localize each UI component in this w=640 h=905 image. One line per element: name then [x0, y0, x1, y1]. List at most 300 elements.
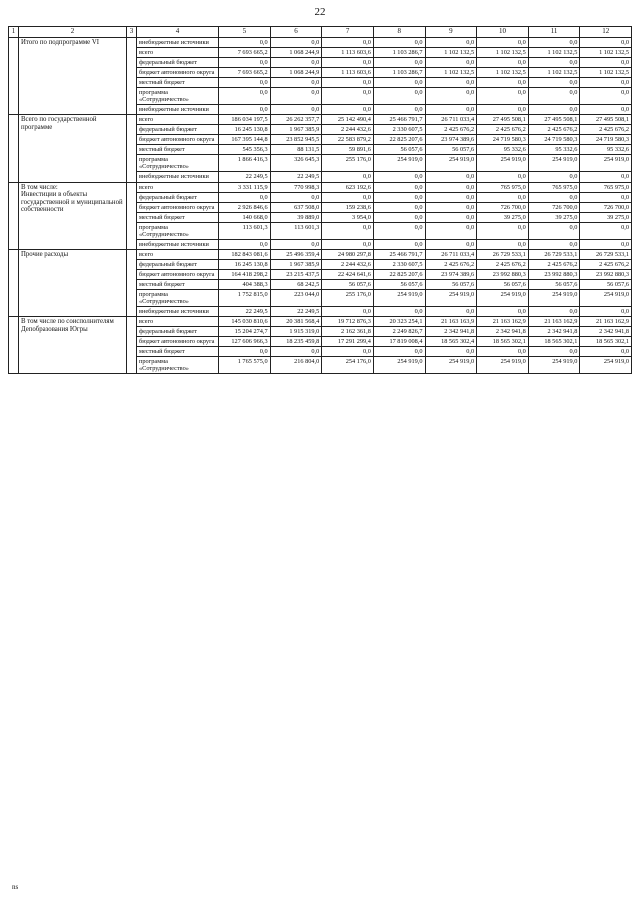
amount-cell: 0,0 — [528, 37, 580, 47]
amount-cell: 0,0 — [219, 88, 271, 105]
amount-cell: 0,0 — [580, 78, 632, 88]
amount-cell: 2 425 676,2 — [528, 259, 580, 269]
amount-cell: 0,0 — [580, 88, 632, 105]
amount-cell: 0,0 — [425, 202, 477, 212]
executor-cell — [127, 37, 137, 114]
source-label: всего — [137, 47, 219, 57]
amount-cell: 0,0 — [373, 172, 425, 182]
amount-cell: 0,0 — [425, 239, 477, 249]
amount-cell: 0,0 — [270, 37, 322, 47]
executor-cell — [127, 249, 137, 316]
amount-cell: 18 235 459,8 — [270, 337, 322, 347]
amount-cell: 95 332,6 — [580, 145, 632, 155]
amount-cell: 0,0 — [477, 239, 529, 249]
source-label: федеральный бюджет — [137, 125, 219, 135]
source-label: внебюджетные источники — [137, 37, 219, 47]
amount-cell: 3 331 115,9 — [219, 182, 271, 192]
block-subtitle: Депобразования Югры — [21, 325, 88, 333]
source-label: внебюджетные источники — [137, 105, 219, 115]
amount-cell: 22 583 879,2 — [322, 135, 374, 145]
amount-cell: 0,0 — [425, 172, 477, 182]
amount-cell: 56 057,6 — [425, 280, 477, 290]
block-title-cell — [19, 182, 127, 249]
source-label: внебюджетные источники — [137, 172, 219, 182]
source-label: федеральный бюджет — [137, 259, 219, 269]
amount-cell: 0,0 — [322, 172, 374, 182]
amount-cell: 1 967 385,9 — [270, 125, 322, 135]
amount-cell: 26 729 533,1 — [528, 249, 580, 259]
amount-cell: 1 113 603,6 — [322, 47, 374, 57]
amount-cell: 0,0 — [322, 307, 374, 317]
amount-cell: 26 711 033,4 — [425, 249, 477, 259]
amount-cell: 0,0 — [528, 57, 580, 67]
amount-cell: 770 998,3 — [270, 182, 322, 192]
amount-cell: 7 693 665,2 — [219, 47, 271, 57]
amount-cell: 2 342 941,8 — [528, 327, 580, 337]
amount-cell: 254 919,0 — [373, 155, 425, 172]
amount-cell: 2 330 607,5 — [373, 125, 425, 135]
amount-cell: 1 765 575,0 — [219, 357, 271, 374]
amount-cell: 19 712 876,3 — [322, 317, 374, 327]
amount-cell: 20 323 254,1 — [373, 317, 425, 327]
row-number-cell — [9, 182, 19, 249]
amount-cell: 254 919,0 — [477, 290, 529, 307]
amount-cell: 254 919,0 — [477, 155, 529, 172]
amount-cell: 18 565 302,1 — [477, 337, 529, 347]
amount-cell: 0,0 — [528, 172, 580, 182]
amount-cell: 56 057,6 — [580, 280, 632, 290]
amount-cell: 254 919,0 — [528, 155, 580, 172]
amount-cell: 21 163 162,9 — [580, 317, 632, 327]
table-row — [9, 37, 632, 47]
amount-cell: 1 915 319,0 — [270, 327, 322, 337]
source-label: местный бюджет — [137, 145, 219, 155]
amount-cell: 113 601,3 — [219, 222, 271, 239]
amount-cell: 23 974 389,6 — [425, 135, 477, 145]
amount-cell: 1 068 244,9 — [270, 67, 322, 77]
amount-cell: 26 729 533,1 — [477, 249, 529, 259]
budget-table — [8, 26, 632, 374]
amount-cell: 1 102 132,5 — [580, 47, 632, 57]
col-header-7: 7 — [322, 27, 374, 38]
amount-cell: 0,0 — [322, 88, 374, 105]
source-label: бюджет автономного округа — [137, 67, 219, 77]
amount-cell: 254 919,0 — [425, 290, 477, 307]
amount-cell: 0,0 — [373, 182, 425, 192]
amount-cell: 0,0 — [219, 239, 271, 249]
amount-cell: 0,0 — [425, 307, 477, 317]
amount-cell: 1 102 132,5 — [477, 47, 529, 57]
amount-cell: 1 102 132,5 — [425, 67, 477, 77]
amount-cell: 0,0 — [373, 192, 425, 202]
amount-cell: 25 466 791,7 — [373, 249, 425, 259]
amount-cell: 0,0 — [373, 239, 425, 249]
amount-cell: 22 424 641,6 — [322, 269, 374, 279]
amount-cell: 2 425 676,2 — [528, 125, 580, 135]
amount-cell: 765 975,0 — [528, 182, 580, 192]
amount-cell: 39 275,0 — [580, 212, 632, 222]
amount-cell: 255 176,0 — [322, 290, 374, 307]
amount-cell: 0,0 — [580, 239, 632, 249]
amount-cell: 26 729 533,1 — [580, 249, 632, 259]
amount-cell: 22 825 207,6 — [373, 269, 425, 279]
amount-cell: 7 693 665,2 — [219, 67, 271, 77]
amount-cell: 2 244 432,6 — [322, 125, 374, 135]
amount-cell: 0,0 — [477, 347, 529, 357]
amount-cell: 765 975,0 — [580, 182, 632, 192]
amount-cell: 0,0 — [270, 78, 322, 88]
table-row — [9, 115, 632, 125]
amount-cell: 22 825 207,6 — [373, 135, 425, 145]
block-title: Всего по государственной программе — [21, 116, 97, 131]
col-header-4: 4 — [137, 27, 219, 38]
amount-cell: 0,0 — [322, 239, 374, 249]
amount-cell: 16 245 130,8 — [219, 125, 271, 135]
amount-cell: 255 176,0 — [322, 155, 374, 172]
amount-cell: 59 891,6 — [322, 145, 374, 155]
col-header-8: 8 — [373, 27, 425, 38]
source-label: бюджет автономного округа — [137, 269, 219, 279]
amount-cell: 0,0 — [270, 88, 322, 105]
amount-cell: 254 919,0 — [373, 357, 425, 374]
amount-cell: 0,0 — [580, 37, 632, 47]
amount-cell: 23 992 880,3 — [528, 269, 580, 279]
source-label: бюджет автономного округа — [137, 202, 219, 212]
source-label: местный бюджет — [137, 78, 219, 88]
col-header-2: 2 — [19, 27, 127, 38]
amount-cell: 3 954,0 — [322, 212, 374, 222]
amount-cell: 726 700,0 — [477, 202, 529, 212]
footer-mark: ns — [12, 883, 19, 891]
amount-cell: 68 242,5 — [270, 280, 322, 290]
amount-cell: 0,0 — [270, 239, 322, 249]
amount-cell: 326 645,3 — [270, 155, 322, 172]
amount-cell: 2 425 676,2 — [477, 125, 529, 135]
amount-cell: 0,0 — [580, 307, 632, 317]
amount-cell: 0,0 — [373, 88, 425, 105]
amount-cell: 0,0 — [477, 57, 529, 67]
amount-cell: 0,0 — [425, 222, 477, 239]
table-body — [9, 37, 632, 374]
amount-cell: 127 606 966,3 — [219, 337, 271, 347]
amount-cell: 20 381 568,4 — [270, 317, 322, 327]
amount-cell: 145 030 810,6 — [219, 317, 271, 327]
block-title-cell — [19, 249, 127, 316]
amount-cell: 2 926 846,6 — [219, 202, 271, 212]
source-label: всего — [137, 317, 219, 327]
amount-cell: 95 332,6 — [528, 145, 580, 155]
amount-cell: 0,0 — [270, 105, 322, 115]
amount-cell: 0,0 — [373, 347, 425, 357]
amount-cell: 95 332,6 — [477, 145, 529, 155]
amount-cell: 0,0 — [219, 37, 271, 47]
amount-cell: 2 425 676,2 — [425, 259, 477, 269]
amount-cell: 0,0 — [270, 192, 322, 202]
amount-cell: 0,0 — [322, 78, 374, 88]
amount-cell: 23 992 880,3 — [477, 269, 529, 279]
block-title: В том числе: — [21, 183, 58, 191]
amount-cell: 0,0 — [219, 105, 271, 115]
source-label: программа «Сотрудничество» — [137, 88, 219, 105]
row-number-cell — [9, 37, 19, 114]
amount-cell: 0,0 — [425, 37, 477, 47]
amount-cell: 0,0 — [322, 192, 374, 202]
block-title-cell — [19, 115, 127, 182]
source-label: местный бюджет — [137, 212, 219, 222]
amount-cell: 22 249,5 — [270, 172, 322, 182]
amount-cell: 254 919,0 — [528, 357, 580, 374]
amount-cell: 26 711 033,4 — [425, 115, 477, 125]
amount-cell: 0,0 — [580, 105, 632, 115]
amount-cell: 0,0 — [477, 172, 529, 182]
col-header-6: 6 — [270, 27, 322, 38]
amount-cell: 2 342 941,8 — [425, 327, 477, 337]
amount-cell: 0,0 — [425, 105, 477, 115]
block-title-cell — [19, 317, 127, 374]
amount-cell: 56 057,6 — [322, 280, 374, 290]
amount-cell: 167 395 144,8 — [219, 135, 271, 145]
amount-cell: 56 057,6 — [477, 280, 529, 290]
amount-cell: 0,0 — [322, 105, 374, 115]
amount-cell: 0,0 — [425, 182, 477, 192]
amount-cell: 404 388,3 — [219, 280, 271, 290]
amount-cell: 56 057,6 — [425, 145, 477, 155]
amount-cell: 0,0 — [477, 88, 529, 105]
amount-cell: 0,0 — [580, 222, 632, 239]
block-title: В том числе по соисполнителям — [21, 318, 114, 326]
amount-cell: 27 495 508,1 — [477, 115, 529, 125]
amount-cell: 0,0 — [373, 57, 425, 67]
amount-cell: 1 102 132,5 — [580, 67, 632, 77]
source-label: программа «Сотрудничество» — [137, 155, 219, 172]
executor-cell — [127, 317, 137, 374]
amount-cell: 25 496 359,4 — [270, 249, 322, 259]
amount-cell: 2 342 941,8 — [580, 327, 632, 337]
amount-cell: 21 163 163,9 — [425, 317, 477, 327]
col-header-9: 9 — [425, 27, 477, 38]
amount-cell: 2 330 607,5 — [373, 259, 425, 269]
amount-cell: 1 102 132,5 — [528, 47, 580, 57]
source-label: программа «Сотрудничество» — [137, 357, 219, 374]
amount-cell: 0,0 — [528, 222, 580, 239]
amount-cell: 164 418 298,2 — [219, 269, 271, 279]
amount-cell: 0,0 — [425, 347, 477, 357]
amount-cell: 726 700,0 — [580, 202, 632, 212]
amount-cell: 0,0 — [528, 347, 580, 357]
source-label: внебюджетные источники — [137, 239, 219, 249]
amount-cell: 2 425 676,2 — [580, 259, 632, 269]
amount-cell: 0,0 — [477, 192, 529, 202]
amount-cell: 2 162 361,8 — [322, 327, 374, 337]
amount-cell: 254 919,0 — [373, 290, 425, 307]
amount-cell: 0,0 — [322, 347, 374, 357]
amount-cell: 637 508,0 — [270, 202, 322, 212]
source-label: местный бюджет — [137, 280, 219, 290]
amount-cell: 1 967 385,9 — [270, 259, 322, 269]
amount-cell: 254 919,0 — [425, 357, 477, 374]
source-label: внебюджетные источники — [137, 307, 219, 317]
amount-cell: 0,0 — [580, 192, 632, 202]
amount-cell: 26 262 357,7 — [270, 115, 322, 125]
amount-cell: 0,0 — [322, 37, 374, 47]
row-number-cell — [9, 317, 19, 374]
amount-cell: 56 057,6 — [373, 145, 425, 155]
amount-cell: 0,0 — [322, 222, 374, 239]
amount-cell: 2 425 676,2 — [580, 125, 632, 135]
amount-cell: 16 245 130,8 — [219, 259, 271, 269]
amount-cell: 23 992 880,3 — [580, 269, 632, 279]
block-title: Итого по подпрограмме VI — [21, 38, 100, 46]
amount-cell: 0,0 — [477, 78, 529, 88]
amount-cell: 0,0 — [425, 192, 477, 202]
amount-cell: 0,0 — [580, 347, 632, 357]
amount-cell: 88 131,5 — [270, 145, 322, 155]
source-label: бюджет автономного округа — [137, 135, 219, 145]
amount-cell: 24 719 580,3 — [580, 135, 632, 145]
col-header-10: 10 — [477, 27, 529, 38]
amount-cell: 0,0 — [528, 88, 580, 105]
source-label: бюджет автономного округа — [137, 337, 219, 347]
source-label: всего — [137, 182, 219, 192]
source-label: местный бюджет — [137, 347, 219, 357]
amount-cell: 0,0 — [270, 347, 322, 357]
source-label: федеральный бюджет — [137, 57, 219, 67]
amount-cell: 23 215 437,5 — [270, 269, 322, 279]
amount-cell: 0,0 — [270, 57, 322, 67]
amount-cell: 223 044,0 — [270, 290, 322, 307]
amount-cell: 216 804,0 — [270, 357, 322, 374]
amount-cell: 24 719 580,3 — [477, 135, 529, 145]
executor-cell — [127, 115, 137, 182]
amount-cell: 0,0 — [219, 78, 271, 88]
amount-cell: 0,0 — [425, 88, 477, 105]
amount-cell: 113 601,3 — [270, 222, 322, 239]
amount-cell: 25 466 791,7 — [373, 115, 425, 125]
amount-cell: 0,0 — [425, 212, 477, 222]
amount-cell: 56 057,6 — [528, 280, 580, 290]
amount-cell: 18 565 302,1 — [580, 337, 632, 347]
amount-cell: 27 495 508,1 — [528, 115, 580, 125]
amount-cell: 1 103 286,7 — [373, 47, 425, 57]
amount-cell: 0,0 — [528, 78, 580, 88]
amount-cell: 0,0 — [373, 212, 425, 222]
source-label: федеральный бюджет — [137, 192, 219, 202]
amount-cell: 159 238,6 — [322, 202, 374, 212]
col-header-11: 11 — [528, 27, 580, 38]
amount-cell: 0,0 — [477, 222, 529, 239]
amount-cell: 254 919,0 — [580, 357, 632, 374]
amount-cell: 1 113 603,6 — [322, 67, 374, 77]
page-number: 22 — [314, 6, 326, 18]
block-title-cell — [19, 37, 127, 114]
amount-cell: 0,0 — [373, 78, 425, 88]
amount-cell: 24 980 297,8 — [322, 249, 374, 259]
amount-cell: 22 249,5 — [219, 172, 271, 182]
amount-cell: 254 919,0 — [477, 357, 529, 374]
amount-cell: 0,0 — [580, 57, 632, 67]
amount-cell: 0,0 — [477, 105, 529, 115]
amount-cell: 254 176,0 — [322, 357, 374, 374]
amount-cell: 0,0 — [477, 37, 529, 47]
amount-cell: 2 244 432,6 — [322, 259, 374, 269]
amount-cell: 17 819 008,4 — [373, 337, 425, 347]
amount-cell: 0,0 — [373, 222, 425, 239]
amount-cell: 2 425 676,2 — [477, 259, 529, 269]
row-number-cell — [9, 115, 19, 182]
amount-cell: 0,0 — [219, 57, 271, 67]
amount-cell: 254 919,0 — [425, 155, 477, 172]
col-header-12: 12 — [580, 27, 632, 38]
amount-cell: 0,0 — [219, 347, 271, 357]
block-subtitle: Инвестиции в объекты государственной и муниципальной собственности — [21, 191, 123, 214]
source-label: всего — [137, 115, 219, 125]
amount-cell: 186 034 197,5 — [219, 115, 271, 125]
amount-cell: 18 565 302,1 — [528, 337, 580, 347]
table-row — [9, 249, 632, 259]
header-row — [9, 27, 632, 38]
amount-cell: 23 974 389,6 — [425, 269, 477, 279]
amount-cell: 0,0 — [528, 105, 580, 115]
executor-cell — [127, 182, 137, 249]
amount-cell: 27 495 508,1 — [580, 115, 632, 125]
amount-cell: 0,0 — [373, 202, 425, 212]
amount-cell: 0,0 — [373, 37, 425, 47]
amount-cell: 1 102 132,5 — [528, 67, 580, 77]
amount-cell: 0,0 — [219, 192, 271, 202]
amount-cell: 1 103 286,7 — [373, 67, 425, 77]
source-label: федеральный бюджет — [137, 327, 219, 337]
source-label: программа «Сотрудничество» — [137, 222, 219, 239]
amount-cell: 765 975,0 — [477, 182, 529, 192]
amount-cell: 25 142 490,4 — [322, 115, 374, 125]
amount-cell: 24 719 580,3 — [528, 135, 580, 145]
block-title: Прочие расходы — [21, 250, 69, 258]
amount-cell: 0,0 — [373, 105, 425, 115]
amount-cell: 623 192,6 — [322, 182, 374, 192]
amount-cell: 2 249 826,7 — [373, 327, 425, 337]
table-row — [9, 317, 632, 327]
amount-cell: 21 163 162,9 — [477, 317, 529, 327]
amount-cell: 15 204 274,7 — [219, 327, 271, 337]
source-label: всего — [137, 249, 219, 259]
amount-cell: 140 668,0 — [219, 212, 271, 222]
amount-cell: 1 068 244,9 — [270, 47, 322, 57]
amount-cell: 23 852 945,5 — [270, 135, 322, 145]
amount-cell: 21 163 162,9 — [528, 317, 580, 327]
amount-cell: 0,0 — [477, 307, 529, 317]
amount-cell: 0,0 — [425, 57, 477, 67]
amount-cell: 1 866 416,3 — [219, 155, 271, 172]
amount-cell: 1 102 132,5 — [477, 67, 529, 77]
amount-cell: 0,0 — [425, 78, 477, 88]
amount-cell: 22 249,5 — [219, 307, 271, 317]
col-header-3: 3 — [127, 27, 137, 38]
amount-cell: 0,0 — [528, 239, 580, 249]
amount-cell: 0,0 — [580, 172, 632, 182]
source-label: программа «Сотрудничество» — [137, 290, 219, 307]
amount-cell: 39 889,0 — [270, 212, 322, 222]
amount-cell: 545 356,3 — [219, 145, 271, 155]
row-number-cell — [9, 249, 19, 316]
amount-cell: 2 342 941,8 — [477, 327, 529, 337]
col-header-1: 1 — [9, 27, 19, 38]
amount-cell: 2 425 676,2 — [425, 125, 477, 135]
amount-cell: 56 057,6 — [373, 280, 425, 290]
amount-cell: 726 700,0 — [528, 202, 580, 212]
amount-cell: 254 919,0 — [580, 155, 632, 172]
amount-cell: 182 843 081,6 — [219, 249, 271, 259]
amount-cell: 1 102 132,5 — [425, 47, 477, 57]
